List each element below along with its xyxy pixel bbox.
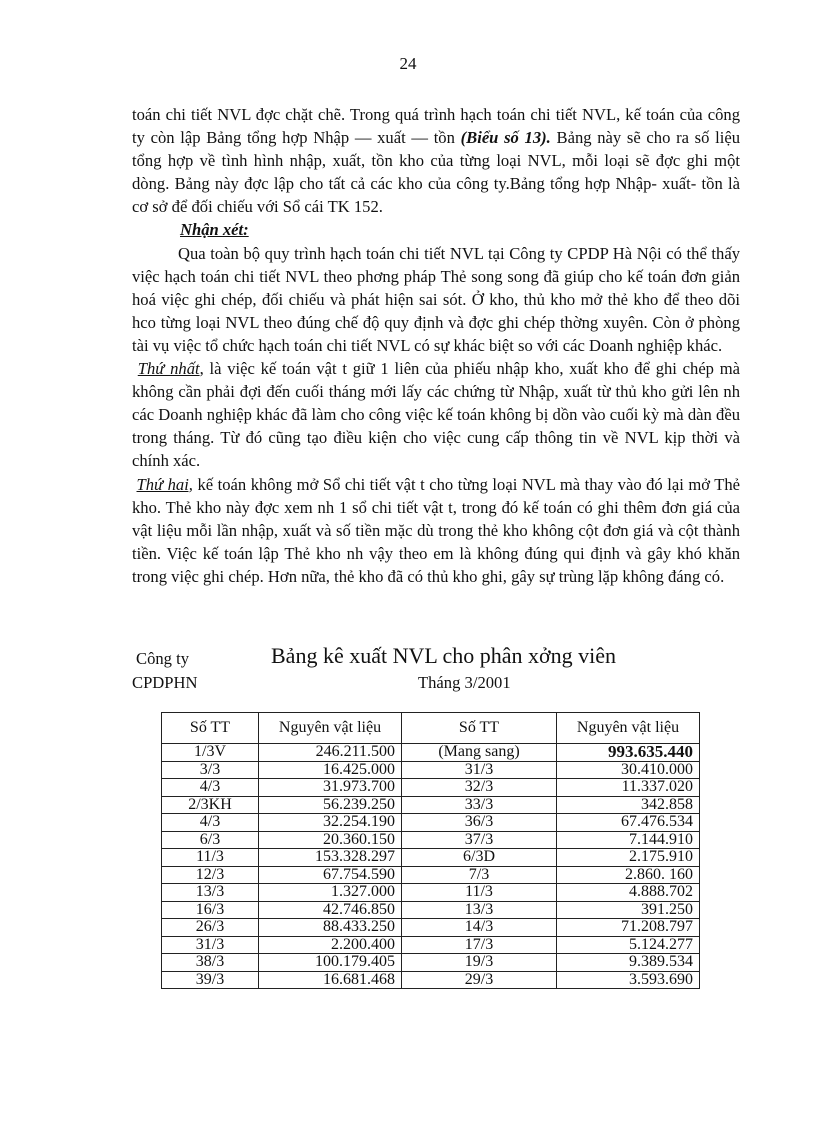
table-row (162, 901, 700, 919)
table-cell: 16.425.000 (259, 761, 402, 779)
table-row (162, 779, 700, 797)
reference-biểu-số-13: (Biểu số 13). (460, 128, 551, 148)
table-header-row (162, 713, 700, 744)
table-row (162, 866, 700, 884)
table-cell: 31/3 (402, 761, 557, 779)
paragraph-1-text-a: toán chi tiết NVL đợc chặt chẽ. Trong quá trình hạch toán chi tiết NVL, kế toán của công ty còn lập Bảng tổng hợp Nhập — xuất — tồn (132, 105, 740, 148)
table-row (162, 814, 700, 832)
table-cell: 3.593.690 (557, 971, 700, 989)
table-cell: 2.175.910 (557, 849, 700, 867)
table-cell: 32.254.190 (259, 814, 402, 832)
header-cell: Nguyên vật liệu (557, 713, 700, 744)
table-cell: 342.858 (557, 796, 700, 814)
table-cell: 19/3 (402, 954, 557, 972)
paragraph-1 (132, 103, 740, 218)
paragraph-4 (132, 473, 740, 588)
table-cell: 14/3 (402, 919, 557, 937)
company-name-line2: CPDPHN (132, 673, 198, 692)
table-cell: 13/3 (402, 901, 557, 919)
table-cell: 56.239.250 (259, 796, 402, 814)
table-cell: 9.389.534 (557, 954, 700, 972)
table-cell: 37/3 (402, 831, 557, 849)
table-cell: 88.433.250 (259, 919, 402, 937)
table-row (162, 744, 700, 762)
table-cell: 20.360.150 (259, 831, 402, 849)
table-cell: 100.179.405 (259, 954, 402, 972)
table-cell: 29/3 (402, 971, 557, 989)
table-month: Tháng 3/2001 (418, 673, 511, 692)
table-cell: 6/3 (162, 831, 259, 849)
table-cell: 2.860. 160 (557, 866, 700, 884)
table-cell: 993.635.440 (557, 744, 700, 762)
table-cell: 7.144.910 (557, 831, 700, 849)
table-cell: 11.337.020 (557, 779, 700, 797)
company-name-line1: Công ty (136, 649, 190, 668)
table-cell: 39/3 (162, 971, 259, 989)
table-row (162, 936, 700, 954)
table-cell: 30.410.000 (557, 761, 700, 779)
table-row (162, 884, 700, 902)
page-number: 24 (399, 54, 417, 73)
table-title-row (136, 643, 736, 673)
paragraph-4-text: kế toán không mở Sổ chi tiết vật t cho từng loại NVL mà thay vào đó lại mở Thẻ kho. Thẻ kho này đợc xem nh 1 sổ chi tiết vật t, trong đó kế toán có ghi thêm đơn giá của vật liệu mỗi lần nhập, xuất và số tiền mặc dù trong thẻ kho không cột đơn giá và cột thành tiền. Việc kế toán lập Thẻ kho nh vậy theo em là không đúng qui định và gây khó khăn trong việc ghi chép. Hơn nữa, thẻ kho đã có thủ kho ghi, gây sự trùng lặp không đáng có. (132, 474, 740, 586)
table-cell: 31/3 (162, 936, 259, 954)
table-cell: 3/3 (162, 761, 259, 779)
table-cell: 4/3 (162, 779, 259, 797)
table-cell: 153.328.297 (259, 849, 402, 867)
table-cell: 11/3 (402, 884, 557, 902)
table-title: Bảng kê xuất NVL cho phân xởng viên (271, 643, 617, 668)
header-cell: Nguyên vật liệu (259, 713, 402, 744)
table-cell: 5.124.277 (557, 936, 700, 954)
table-cell: 13/3 (162, 884, 259, 902)
table-cell: 2/3KH (162, 796, 259, 814)
body-text (132, 103, 740, 588)
table-cell: 391.250 (557, 901, 700, 919)
table-cell: 17/3 (402, 936, 557, 954)
table-cell: 1.327.000 (259, 884, 402, 902)
table-cell: 67.754.590 (259, 866, 402, 884)
table-cell: 1/3V (162, 744, 259, 762)
table-cell: 42.746.850 (259, 901, 402, 919)
table-cell: 4/3 (162, 814, 259, 832)
paragraph-3-text: , là việc kế toán vật t giữ 1 liên của phiếu nhập kho, xuất kho để ghi chép mà không cần phải đợi đến cuối tháng mới lấy các chứng từ Nhập, xuất từ thủ kho gửi lên nh các Doanh nghiệp khác đã làm cho công việc kế toán không bị dồn vào cuối kỳ mà dàn đều trong tháng. Từ đó cũng tạo điều kiện cho việc cung cấp thông tin về NVL kịp thời và chính xác. (132, 359, 741, 471)
paragraph-2: Qua toàn bộ quy trình hạch toán chi tiết NVL tại Công ty CPDP Hà Nội có thể thấy việc hạch toán chi tiết NVL theo phơng pháp Thẻ song song đã giúp cho kế toán đơn giản hoá việc ghi chép, đối chiếu và phát hiện sai sót. Ở kho, thủ kho mở thẻ kho để theo dõi hco từng loại NVL theo đúng chế độ quy định và đợc ghi chép thờng xuyên. Còn ở phòng tài vụ việc tổ chức hạch toán chi tiết NVL có sự khác biệt so với các Doanh nghiệp khác. (132, 243, 740, 355)
table-cell: 4.888.702 (557, 884, 700, 902)
paragraph-3 (132, 357, 740, 472)
material-issue-table (161, 712, 700, 989)
table-cell: 16/3 (162, 901, 259, 919)
paragraph-4-lead: Thứ hai, (136, 474, 193, 494)
table-cell: 32/3 (402, 779, 557, 797)
table-cell: (Mang sang) (402, 744, 557, 762)
table-cell: 16.681.468 (259, 971, 402, 989)
table-row (162, 954, 700, 972)
table-cell: 26/3 (162, 919, 259, 937)
table-row (162, 919, 700, 937)
table-cell: 7/3 (402, 866, 557, 884)
table-cell: 2.200.400 (259, 936, 402, 954)
table-cell: 246.211.500 (259, 744, 402, 762)
table-cell: 33/3 (402, 796, 557, 814)
table-cell: 71.208.797 (557, 919, 700, 937)
table-row (162, 796, 700, 814)
table-cell: 38/3 (162, 954, 259, 972)
header-cell: Số TT (402, 713, 557, 744)
paragraph-3-lead: Thứ nhất (137, 359, 200, 379)
table-row (162, 849, 700, 867)
table-cell: 31.973.700 (259, 779, 402, 797)
table-cell: 67.476.534 (557, 814, 700, 832)
note-heading: Nhận xét: (180, 220, 249, 240)
table-cell: 12/3 (162, 866, 259, 884)
table-row (162, 971, 700, 989)
header-cell: Số TT (162, 713, 259, 744)
table-cell: 11/3 (162, 849, 259, 867)
table-row (162, 831, 700, 849)
paragraph-1-text-b: Bảng này sẽ cho ra số liệu tổng hợp về tình hình nhập, xuất, tồn kho của từng loại NVL, mỗi loại sẽ đợc ghi một dòng. Bảng này đợc lập cho tất cả các kho của công ty.Bảng tổng hợp Nhập- xuất- tồn là cơ sở để đối chiếu với Sổ cái TK 152. (132, 128, 740, 217)
table-cell: 36/3 (402, 814, 557, 832)
table-cell: 6/3D (402, 849, 557, 867)
table-row (162, 761, 700, 779)
